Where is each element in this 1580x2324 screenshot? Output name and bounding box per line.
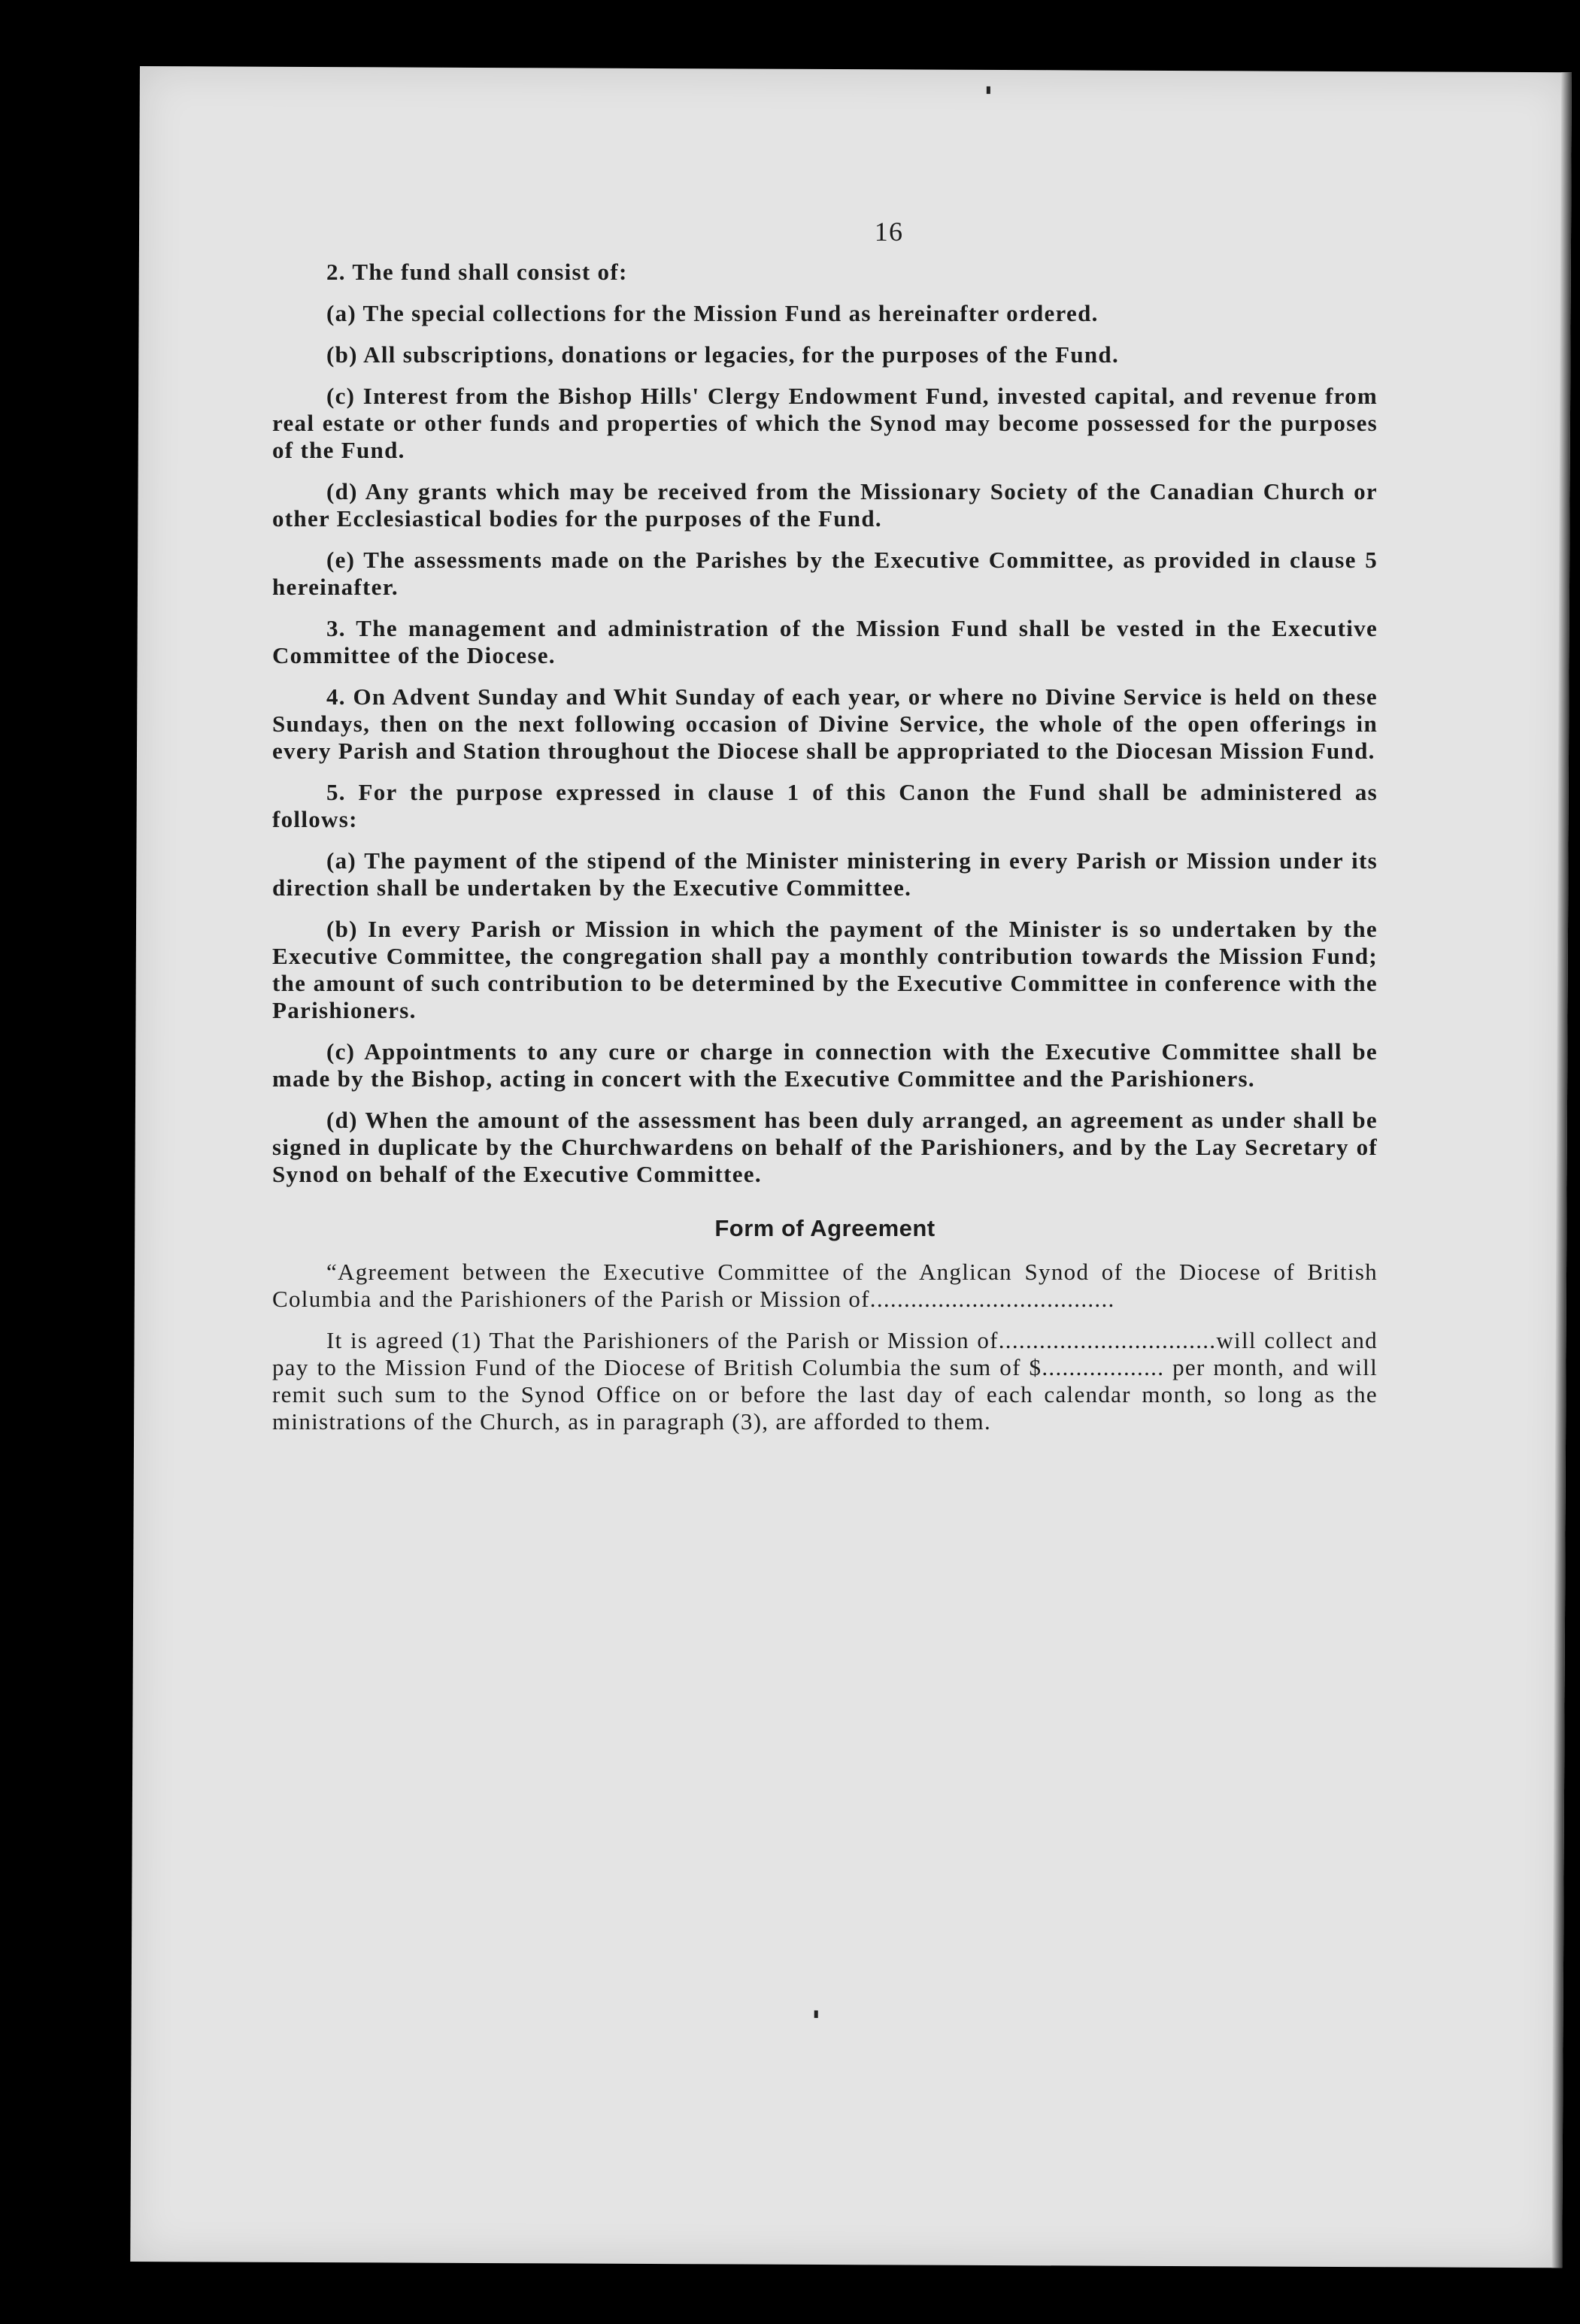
clause-5b: (b) In every Parish or Mission in which the payment of the Minister is so undertaken by the Executive Committee, the congregation shall pay a monthly contribution towards the Mission Fund; the amount of such contribution to be determined by the Executive Committee in conference with the Parishioners. bbox=[272, 916, 1378, 1023]
clause-4: 4. On Advent Sunday and Whit Sunday of each year, or where no Divine Service is held on these Sundays, then on the next following occasion of Divine Service, the whole of the open offerings in every Parish and Station throughout the Diocese shall be appropriated to the Diocesan Mission Fund. bbox=[272, 683, 1378, 764]
agreement-intro: “Agreement between the Executive Committee of the Anglican Synod of the Diocese of British Columbia and the Parishioners of the Parish or Mission of.................................... bbox=[272, 1259, 1378, 1312]
page-number: 16 bbox=[874, 217, 904, 247]
clause-5c: (c) Appointments to any cure or charge in connection with the Executive Committee shall be made by the Bishop, acting in concert with the Executive Committee and the Parishioners. bbox=[272, 1038, 1378, 1092]
scan-mark-top bbox=[987, 86, 990, 94]
scan-mark-bottom bbox=[814, 2010, 818, 2018]
clause-5a: (a) The payment of the stipend of the Minister ministering in every Parish or Mission under its direction shall be undertaken by the Executive Committee. bbox=[272, 847, 1378, 901]
clause-3: 3. The management and administration of the Mission Fund shall be vested in the Executive Committee of the Diocese. bbox=[272, 615, 1378, 668]
clause-2: 2. The fund shall consist of: bbox=[326, 259, 628, 285]
clause-2e: (e) The assessments made on the Parishes by the Executive Committee, as provided in clause 5 hereinafter. bbox=[272, 547, 1378, 600]
clause-2d: (d) Any grants which may be received from the Missionary Society of the Canadian Church or other Ecclesiastical bodies for the purposes of the Fund. bbox=[272, 478, 1378, 532]
clause-2a: (a) The special collections for the Mission Fund as hereinafter ordered. bbox=[326, 300, 1099, 326]
document-text bbox=[272, 218, 1378, 1450]
clause-2c: (c) Interest from the Bishop Hills' Clergy Endowment Fund, invested capital, and revenue from real estate or other funds and properties of which the Synod may become possessed for the purposes of the Fund. bbox=[272, 383, 1378, 463]
clause-5: 5. For the purpose expressed in clause 1 of this Canon the Fund shall be administered as follows: bbox=[272, 779, 1378, 832]
clause-2b: (b) All subscriptions, donations or legacies, for the purposes of the Fund. bbox=[326, 341, 1120, 368]
form-heading: Form of Agreement bbox=[714, 1215, 936, 1241]
clause-5d: (d) When the amount of the assessment has been duly arranged, an agreement as under shall be signed in duplicate by the Churchwardens on behalf of the Parishioners, and by the Lay Secretary of Synod on behalf of the Executive Committee. bbox=[272, 1107, 1378, 1187]
page-edge bbox=[1551, 72, 1572, 2268]
agreement-clause-1: It is agreed (1) That the Parishioners of the Parish or Mission of................................will collect and pay to the Mission Fund of the Diocese of British Columbia the sum of $.................. per month, and will remit such sum to the Synod Office on or before the last day of each calendar month, so long as the ministrations of the Church, as in paragraph (3), are afforded to them. bbox=[272, 1327, 1378, 1435]
